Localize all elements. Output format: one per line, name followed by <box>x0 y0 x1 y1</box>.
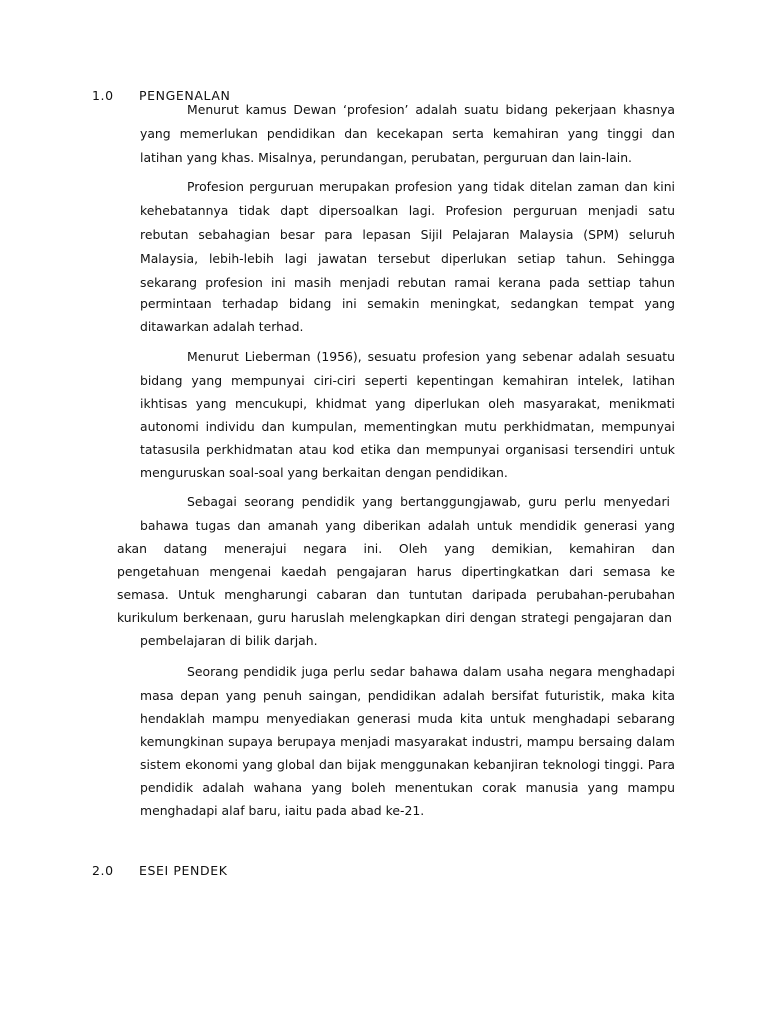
section-title: ESEI PENDEK <box>139 863 228 878</box>
paragraph-line: yang memerlukan pendidikan dan kecekapan serta kemahiran yang tinggi dan <box>140 126 675 141</box>
paragraph-line: ditawarkan adalah terhad. <box>140 319 304 334</box>
paragraph-line: bahawa tugas dan amanah yang diberikan adalah untuk mendidik generasi yang <box>140 518 675 533</box>
paragraph-line: pengetahuan mengenai kaedah pengajaran harus dipertingkatkan dari semasa ke <box>117 564 675 579</box>
paragraph-line: sekarang profesion ini masih menjadi rebutan ramai kerana pada settiap tahun <box>140 275 675 290</box>
paragraph-line: Seorang pendidik juga perlu sedar bahawa dalam usaha negara menghadapi <box>187 664 675 679</box>
paragraph-line: pembelajaran di bilik darjah. <box>140 633 318 648</box>
section-number: 2.0 <box>92 863 114 878</box>
paragraph-line: hendaklah mampu menyediakan generasi muda kita untuk menghadapi sebarang <box>140 711 675 726</box>
paragraph-line: kemungkinan supaya berupaya menjadi masyarakat industri, mampu bersaing dalam <box>140 734 675 749</box>
paragraph-line: pendidik adalah wahana yang boleh menentukan corak manusia yang mampu <box>140 780 675 795</box>
paragraph-line: masa depan yang penuh saingan, pendidikan adalah bersifat futuristik, maka kita <box>140 688 675 703</box>
paragraph-line: kehebatannya tidak dapt dipersoalkan lagi. Profesion perguruan menjadi satu <box>140 203 675 218</box>
paragraph-line: menghadapi alaf baru, iaitu pada abad ke-21. <box>140 803 425 818</box>
paragraph-line: bidang yang mempunyai ciri-ciri seperti kepentingan kemahiran intelek, latihan <box>140 373 675 388</box>
paragraph-line: Menurut Lieberman (1956), sesuatu profesion yang sebenar adalah sesuatu <box>187 349 675 364</box>
paragraph-line: menguruskan soal-soal yang berkaitan dengan pendidikan. <box>140 465 508 480</box>
paragraph-line: latihan yang khas. Misalnya, perundangan, perubatan, perguruan dan lain-lain. <box>140 150 632 165</box>
paragraph-line: Menurut kamus Dewan ‘profesion’ adalah suatu bidang pekerjaan khasnya <box>187 102 675 117</box>
paragraph-line: rebutan sebahagian besar para lepasan Sijil Pelajaran Malaysia (SPM) seluruh <box>140 227 675 242</box>
section-heading-2 <box>92 863 228 879</box>
section-title: PENGENALAN <box>139 88 231 103</box>
paragraph-line: ikhtisas yang mencukupi, khidmat yang diperlukan oleh masyarakat, menikmati <box>140 396 675 411</box>
paragraph-line: sistem ekonomi yang global dan bijak menggunakan kebanjiran teknologi tinggi. Para <box>140 757 675 772</box>
paragraph-line: Malaysia, lebih-lebih lagi jawatan tersebut diperlukan setiap tahun. Sehingga <box>140 251 675 266</box>
section-number: 1.0 <box>92 88 114 103</box>
paragraph-line: kurikulum berkenaan, guru haruslah melengkapkan diri dengan strategi pengajaran dan <box>117 610 672 625</box>
paragraph-line: tatasusila perkhidmatan atau kod etika dan mempunyai organisasi tersendiri untuk <box>140 442 675 457</box>
paragraph-line: permintaan terhadap bidang ini semakin meningkat, sedangkan tempat yang <box>140 296 675 311</box>
paragraph-line: akan datang menerajui negara ini. Oleh yang demikian, kemahiran dan <box>117 541 675 556</box>
paragraph-line: autonomi individu dan kumpulan, mementingkan mutu perkhidmatan, mempunyai <box>140 419 675 434</box>
paragraph-line: Profesion perguruan merupakan profesion yang tidak ditelan zaman dan kini <box>187 179 675 194</box>
paragraph-line: semasa. Untuk mengharungi cabaran dan tuntutan daripada perubahan-perubahan <box>117 587 675 602</box>
paragraph-line: Sebagai seorang pendidik yang bertanggungjawab, guru perlu menyedari <box>187 494 670 509</box>
